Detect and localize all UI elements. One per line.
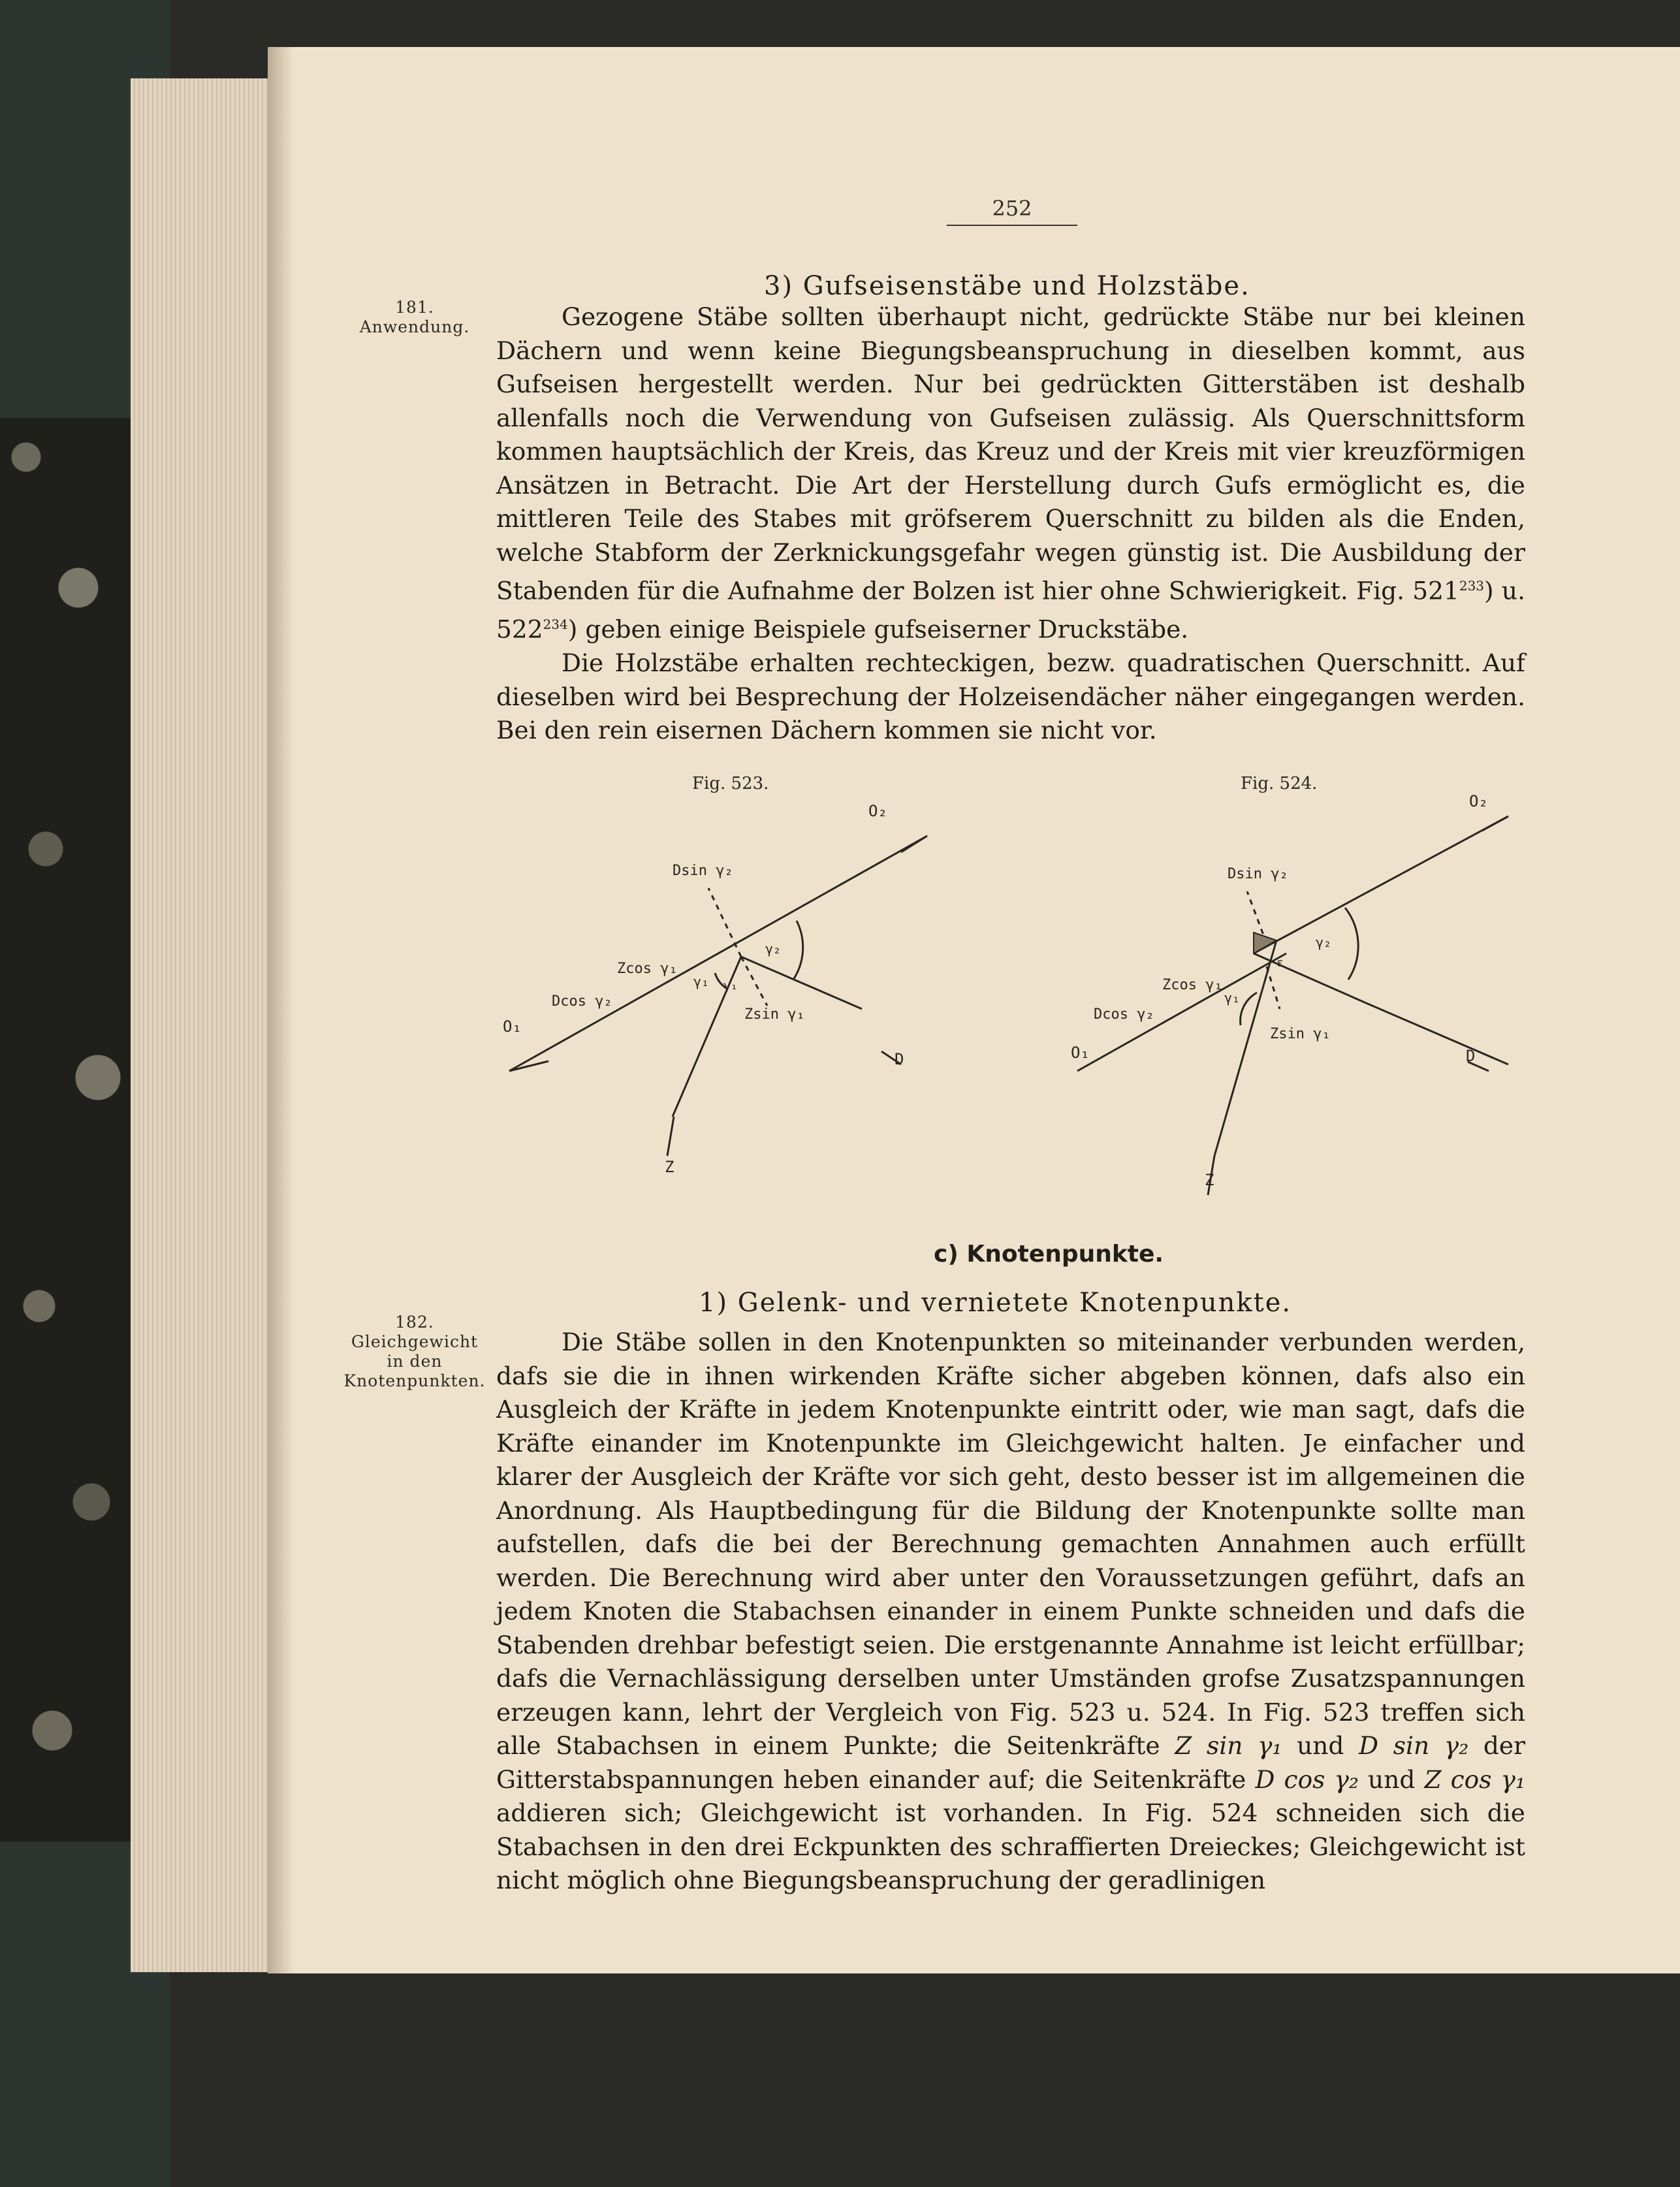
label-gamma1: γ₁ xyxy=(1224,990,1241,1006)
label-Z: Z xyxy=(665,1158,674,1176)
formula: D sin γ₂ xyxy=(1359,1731,1469,1760)
label-Dsin: Dsin γ₂ xyxy=(673,863,733,879)
arrow-Z xyxy=(667,1117,674,1156)
paragraph-text: ) u. 522 xyxy=(496,576,1525,644)
top-chord-right xyxy=(1254,816,1508,953)
paragraph-text: der Gitterstabspannungen heben einander auf; die Seitenkräfte xyxy=(496,1731,1525,1794)
paragraph-text: Die Stäbe sollen in den Knotenpunkten so miteinander verbunden werden, dafs sie die in ihnen wirkenden Kräfte sicher abgeben können, dafs also ein Ausgleich der Kräfte in jedem Knotenpunkte eintritt oder, wie man sagt, dafs die Kräfte einander im Knotenpunkte im Gleichgewicht halten. Je einfacher und klarer der Ausgleich der Kräfte vor sich geht, desto besser ist im allgemeinen die Anordnung. Als Hauptbedingung für die Bildung der Knotenpunkte sollte man aufstellen, dafs die bei der Berechnung gemachten Annahmen auch erfüllt werden. Die Berechnung wird aber unter den Voraussetzungen geführt, dafs an jedem Knoten die Stabachsen einander in einem Punkte schneiden und dafs die Stabenden drehbar befestigt seien. Die erstgenannte Annahme ist leicht erfüllbar; dafs die Vernachlässigung derselben unter Umständen grofse Zusatzspannungen erzeugen kann, lehrt der Vergleich von Fig. 523 u. 524. In Fig. 523 treffen sich alle Stabachsen in einem Punkte; die Seitenkräfte xyxy=(496,1328,1525,1760)
margin-note-label: Anwendung. xyxy=(359,317,470,336)
label-O2: O₂ xyxy=(1469,792,1488,810)
figure-524 xyxy=(1058,764,1515,1224)
section-body xyxy=(496,300,1525,748)
formula: D cos γ₂ xyxy=(1255,1764,1359,1794)
paragraph-text: und xyxy=(1358,1764,1425,1794)
figure-caption: Fig. 523. xyxy=(692,774,769,793)
arrow-O2 xyxy=(1482,816,1508,831)
label-D: D xyxy=(1466,1047,1476,1065)
dashed-Dsin xyxy=(708,888,741,957)
angle-arc-g2 xyxy=(1345,908,1358,980)
figure-523 xyxy=(496,764,953,1185)
diagonal-D-line-lower xyxy=(1365,1002,1508,1064)
label-gamma1: γ₁ xyxy=(693,974,710,989)
label-Dcos: Dcos γ₂ xyxy=(552,993,612,1010)
label-O2: O₂ xyxy=(868,802,887,820)
diagonal-D-line xyxy=(741,957,862,1009)
paragraph xyxy=(496,300,1525,647)
paragraph-text: und xyxy=(1282,1731,1359,1760)
paragraph-text: ) geben einige Beispiele gufseiserner Druckstäbe. xyxy=(567,615,1189,644)
page-edges xyxy=(131,78,281,1972)
dashed-Zsin xyxy=(1267,966,1280,1009)
section-heading-c: c) Knotenpunkte. xyxy=(934,1241,1164,1268)
footnote-ref: 233 xyxy=(1459,578,1485,594)
figure-524-drawing xyxy=(1058,764,1515,1221)
label-Zsin: Zsin γ₁ xyxy=(1270,1026,1331,1042)
figure-523-drawing xyxy=(496,764,953,1182)
paragraph xyxy=(496,1326,1525,1898)
dashed-Zsin xyxy=(741,957,767,1006)
margin-note-181 xyxy=(340,298,490,337)
label-gamma1b: γ₁ xyxy=(723,979,738,993)
paragraph-text: addieren sich; Gleichgewicht ist vorhanden. In Fig. 524 schneiden sich die Stabachsen in den drei Eckpunkten des schraffierten Dreieckes; Gleichgewicht ist nicht möglich ohne Biegungsbeanspruchung der geradlinigen xyxy=(496,1798,1525,1894)
label-epsilon: ε xyxy=(1276,956,1284,970)
diagonal-Z-line xyxy=(1214,940,1276,1156)
figure-caption: Fig. 524. xyxy=(1241,774,1318,793)
formula: Z cos γ₁ xyxy=(1424,1764,1526,1794)
section-body-2 xyxy=(496,1326,1525,1898)
page-number-rule xyxy=(947,225,1077,226)
paragraph: Die Holzstäbe erhalten rechteckigen, bezw. quadratischen Querschnitt. Auf dieselben wird bei Besprechung der Holzeisendächer näher eingegangen werden. Bei den rein eisernen Dächern kommen sie nicht vor. xyxy=(496,648,1525,744)
subsection-heading: 1) Gelenk- und vernietete Knotenpunkte. xyxy=(699,1288,1292,1318)
paragraph-text: Gezogene Stäbe sollten überhaupt nicht, gedrückte Stäbe nur bei kleinen Dächern und wenn keine Biegungsbeanspruchung in dieselben kommt, aus Gufseisen hergestellt werden. Nur bei gedrückten Gitterstäben ist deshalb allenfalls noch die Verwendung von Gufseisen zulässig. Als Querschnittsform kommen hauptsächlich der Kreis, das Kreuz und der Kreis mit vier kreuzförmigen Ansätzen in Betracht. Die Art der Herstellung durch Gufs ermöglicht es, die mittleren Teile des Stabes mit gröfserem Querschnitt zu bilden als die Enden, welche Stabform der Zerknickungsgefahr wegen günstig ist. Die Ausbildung der Stabenden für die Aufnahme der Bolzen ist hier ohne Schwierigkeit. Fig. 521 xyxy=(496,302,1525,605)
label-gamma2: γ₂ xyxy=(1316,934,1332,950)
margin-note-number: 181. xyxy=(395,298,434,317)
page-number: 252 xyxy=(992,196,1032,221)
arrow-O1 xyxy=(509,1061,548,1071)
margin-note-label: in den xyxy=(387,1352,443,1371)
margin-note-label: Gleichgewicht xyxy=(351,1332,479,1351)
label-O1: O₁ xyxy=(1071,1044,1090,1062)
section-heading: 3) Gufseisenstäbe und Holzstäbe. xyxy=(764,271,1250,301)
label-Dsin: Dsin γ₂ xyxy=(1228,866,1288,882)
label-Dcos: Dcos γ₂ xyxy=(1094,1006,1154,1023)
label-Zcos: Zcos γ₁ xyxy=(617,961,678,977)
label-O1: O₁ xyxy=(503,1017,522,1036)
margin-note-182 xyxy=(340,1313,490,1391)
arrow-O2 xyxy=(901,836,927,852)
label-gamma2: γ₂ xyxy=(765,941,782,957)
page-gutter-shadow xyxy=(268,47,294,1973)
margin-note-label: Knotenpunkten. xyxy=(343,1371,486,1390)
margin-note-number: 182. xyxy=(395,1313,434,1332)
label-Z: Z xyxy=(1205,1171,1214,1189)
label-Zcos: Zcos γ₁ xyxy=(1162,977,1223,993)
formula: Z sin γ₁ xyxy=(1175,1731,1282,1760)
label-D: D xyxy=(895,1050,904,1068)
angle-arc-g2 xyxy=(793,921,803,980)
label-Zsin: Zsin γ₁ xyxy=(744,1006,805,1023)
footnote-ref: 234 xyxy=(543,616,568,632)
